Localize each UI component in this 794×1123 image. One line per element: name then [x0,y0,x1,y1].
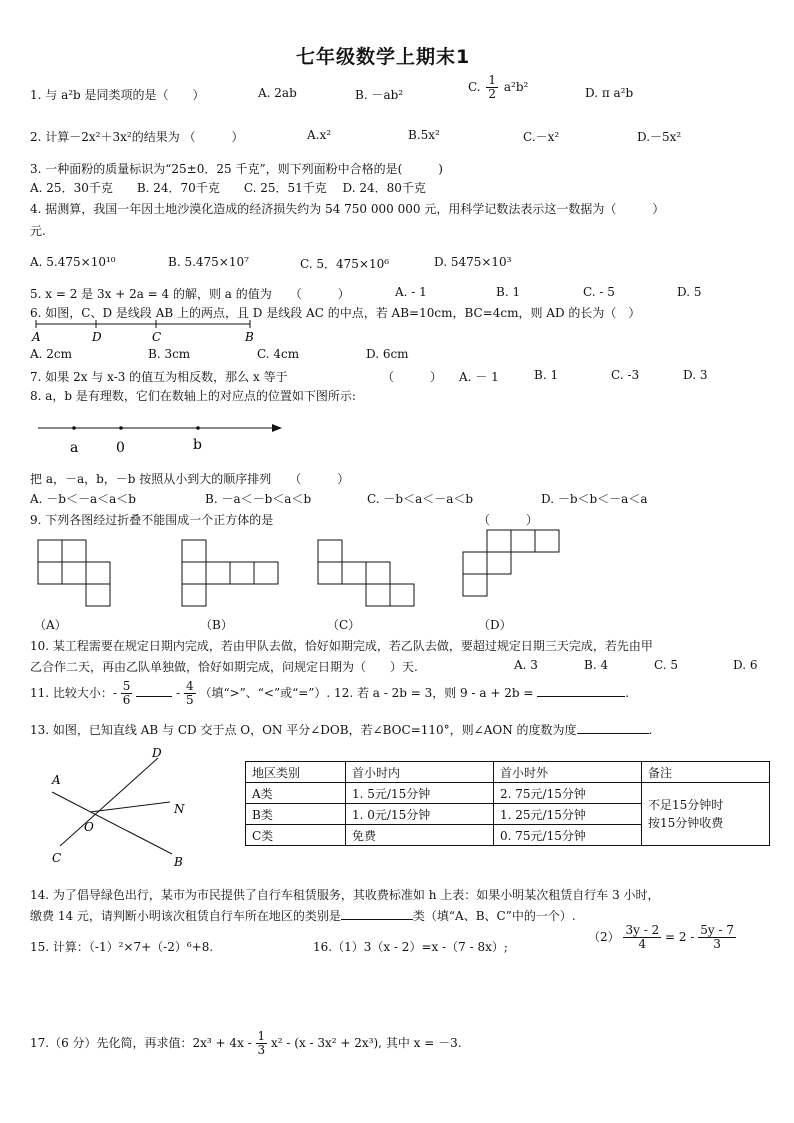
label-c: C [152,330,162,344]
q6-option-c: C. 4cm [257,347,300,361]
q11-q12-line: 11. 比较大小：- $\frac{5}{6}$ - $\frac{4}{5}$ （填“>”、“<”或“=”）. 12. 若 a - 2b = 3，则 9 - a + 2b = . [30,679,630,707]
q5-option-c: C. - 5 [583,285,615,299]
q8-stem: 8. a，b 是有理数，它们在数轴上的对应点的位置如下图所示: [30,389,356,403]
q6-stem: 6. 如图，C、D 是线段 AB 上的两点，且 D 是线段 AC 的中点，若 AB=10cm，BC=4cm，则 AD 的长为（ ） [30,306,641,320]
label-zero: 0 [116,440,125,456]
label-a: a [70,440,79,456]
q3-stem: 3. 一种面粉的质量标识为“25±0．25 千克”，则下列面粉中合格的是( ) [30,162,443,176]
point-zero [119,426,123,430]
q1-option-b: B. －ab² [355,88,404,102]
label-a: A [52,773,61,787]
q2-stem: 2. 计算－2x²＋3x²的结果为 （ ） [30,130,244,144]
q14-line2: 缴费 14 元，请判断小明该次租赁自行车所在地区的类别是 类（填“A、B、C”中的一个）. [30,909,576,923]
q9-paren: （ ） [478,513,539,527]
table-header-row [246,762,770,783]
q9-net-d [461,528,561,598]
q7-option-d: D. 3 [683,368,708,382]
ray-on [90,802,170,812]
label-n: N [174,802,185,816]
q10-option-c: C. 5 [654,658,679,672]
q4-stem-cont: 元. [30,224,46,238]
q8-option-c: C. －b＜a＜－a＜b [367,492,474,506]
q16-part1: 16.（1）3（x - 2）=x -（7 - 8x）; [313,940,508,954]
table-header: 备注 [642,762,770,783]
q6-option-b: B. 3cm [148,347,191,361]
line-ab [52,792,172,854]
q9-label-a: （A） [34,618,67,632]
q8-option-b: B. －a＜－b＜a＜b [205,492,312,506]
table-row [246,783,770,804]
q17-text: 17.（6 分）先化简，再求值：2x³ + 4x - $\frac{1}{3}$ x² - (x - 3x² + 2x³), 其中 x = －3. [30,1029,462,1057]
q15-text: 15. 计算：（-1）²×7+（-2）⁶+8. [30,940,214,954]
table-cell: 1. 5元/15分钟 [346,783,494,804]
q13-stem: 13. 如图，已知直线 AB 与 CD 交于点 O，ON 平分∠DOB，若∠BOC=110°，则∠AON 的度数为度 . [30,723,653,737]
fee-table [245,761,770,846]
q4-option-c: C. 5．475×10⁶ [300,257,390,271]
q9-net-b [180,538,282,608]
q6-segment-figure [28,318,260,344]
q9-label-b: （B） [200,618,233,632]
q13-answer-blank[interactable] [577,733,649,734]
q6-option-d: D. 6cm [366,347,409,361]
q6-option-a: A. 2cm [30,347,73,361]
q10-option-a: A. 3 [514,658,538,672]
q14-answer-blank[interactable] [341,919,413,920]
q9-label-d: （D） [478,618,512,632]
table-cell: C类 [246,825,346,846]
label-o: O [84,820,94,834]
table-cell: 免费 [346,825,494,846]
q9-label-c: （C） [327,618,361,632]
label-b: b [193,437,202,453]
q1-option-d: D. π a²b [585,86,634,100]
q8-option-a: A. －b＜－a＜a＜b [30,492,136,506]
label-c: C [52,851,62,865]
table-header: 地区类别 [246,762,346,783]
q4-option-d: D. 5475×10³ [434,255,512,269]
line-cd [60,758,158,846]
table-cell: B类 [246,804,346,825]
note-line: 按15分钟收费 [648,816,724,830]
point-a [72,426,76,430]
table-cell: 1. 25元/15分钟 [494,804,642,825]
q7-option-b: B. 1 [534,368,559,382]
q4-option-b: B. 5.475×10⁷ [168,255,249,269]
q9-stem: 9. 下列各图经过折叠不能围成一个正方体的是 [30,513,274,527]
note-line: 不足15分钟时 [648,798,724,812]
table-cell: 2. 75元/15分钟 [494,783,642,804]
q8-option-d: D. －b＜b＜－a＜a [541,492,648,506]
table-header: 首小时外 [494,762,642,783]
page-title: 七年级数学上期末1 [296,46,471,68]
table-header: 首小时内 [346,762,494,783]
label-b: B [174,855,183,869]
label-b: B [245,330,254,344]
q2-option-d: D.－5x² [637,130,682,144]
q5-option-b: B. 1 [496,285,521,299]
q10-line1: 10. 某工程需要在规定日期内完成，若由甲队去做，恰好如期完成，若乙队去做，要超过规定日期三天完成，若先由甲 [30,639,653,653]
q7-option-a: A. － 1 [459,370,499,384]
q4-option-a: A. 5.475×10¹⁰ [30,255,116,269]
q16-part2: （2） $\frac{3y - 2}{4}$ = 2 - $\frac{5y - 7}{3}$ [588,923,734,951]
q7-option-c: C. -3 [611,368,640,382]
q2-option-a: A.x² [307,128,332,142]
q1-option-a: A. 2ab [258,86,297,100]
q8-number-line [34,418,286,458]
q9-net-a [36,538,116,608]
table-note-cell [642,783,770,846]
label-d: D [92,330,102,344]
q10-line2: 乙合作二天，再由乙队单独做，恰好如期完成，问规定日期为（ ）天. [30,660,418,674]
q1-stem: 1. 与 a²b 是同类项的是（ ） [30,88,205,102]
q13-angle-figure [38,742,218,872]
q7-paren: （ ） [382,370,443,384]
q14-line1: 14. 为了倡导绿色出行，某市为市民提供了自行车租赁服务，其收费标准如 h 上表：如果小明某次租赁自行车 3 小时， [30,888,660,902]
q5-option-d: D. 5 [677,285,702,299]
q5-stem: 5. x = 2 是 3x + 2a = 4 的解，则 a 的值为 （ ） [30,287,350,301]
q4-stem: 4. 据测算，我国一年因土地沙漠化造成的经济损失约为 54 750 000 000 元，用科学记数法表示这一数据为（ ） [30,202,665,216]
q2-option-c: C.－x² [523,130,560,144]
q10-option-d: D. 6 [733,658,758,672]
q12-answer-blank[interactable] [537,696,625,697]
q10-option-b: B. 4 [584,658,609,672]
table-cell: 0. 75元/15分钟 [494,825,642,846]
q11-answer-blank[interactable] [136,696,172,697]
point-b [196,426,200,430]
q2-option-b: B.5x² [408,128,440,142]
q5-option-a: A. - 1 [395,285,427,299]
q9-net-c [316,538,418,608]
q8-ask: 把 a，－a，b，－b 按照从小到大的顺序排列 （ ） [30,472,350,486]
arrow-right-icon [272,424,282,432]
label-d: D [152,746,162,760]
q1-option-c: C. $\frac{1}{2}$ a²b² [468,73,529,101]
table-cell: 1. 0元/15分钟 [346,804,494,825]
label-a: A [32,330,41,344]
q7-stem: 7. 如果 2x 与 x-3 的值互为相反数，那么 x 等于 [30,370,288,384]
table-cell: A类 [246,783,346,804]
q3-options: A. 25．30千克 B. 24．70千克 C. 25．51千克 D. 24．80千克 [30,181,426,195]
